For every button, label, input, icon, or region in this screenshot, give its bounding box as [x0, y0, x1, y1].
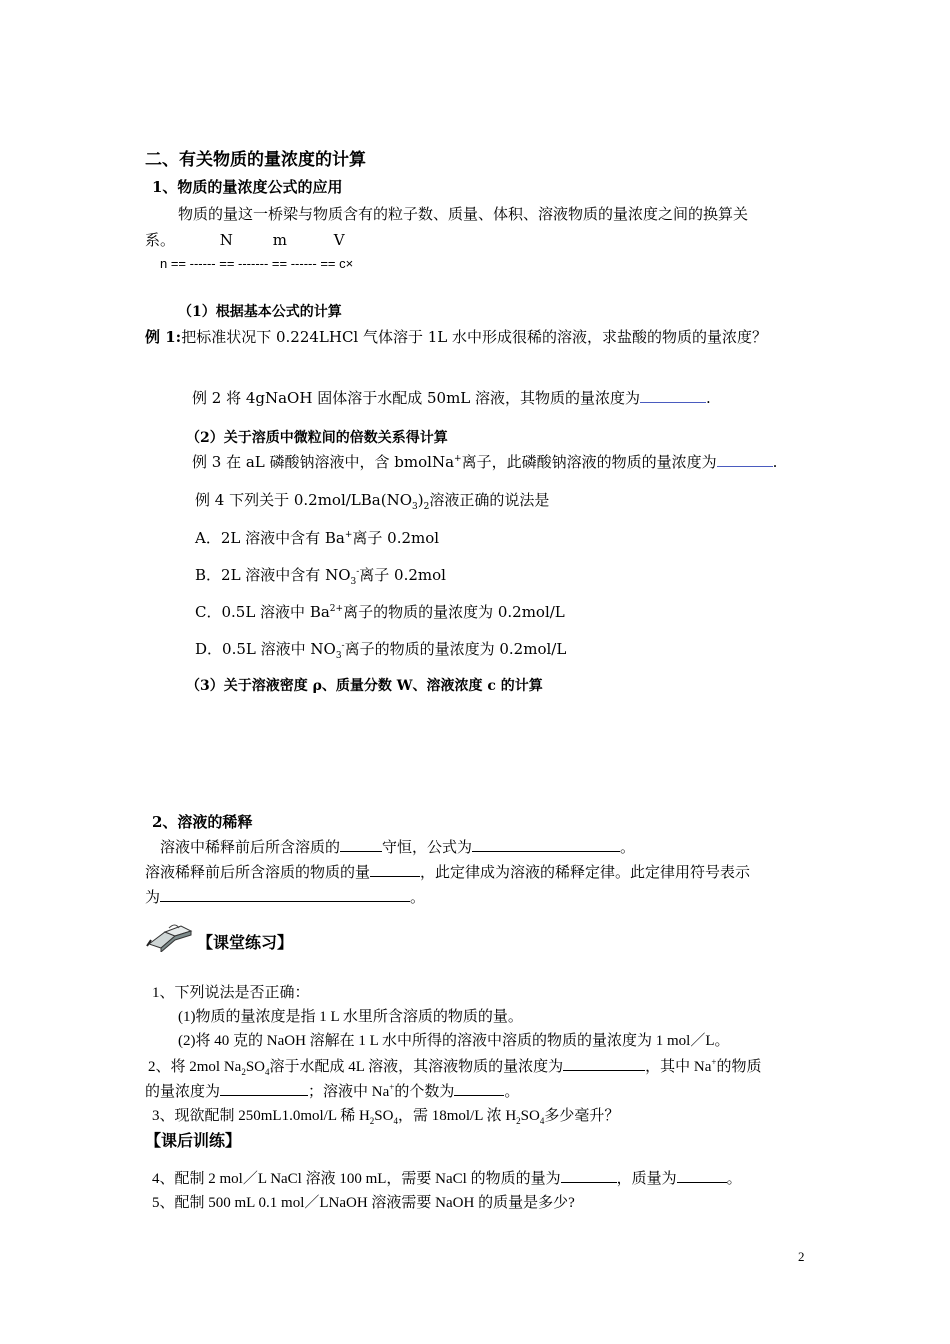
- q4-text: 。: [726, 1171, 742, 1187]
- q2-text: 。: [504, 1084, 520, 1100]
- superscript: 2+: [329, 604, 344, 614]
- option-b: [195, 565, 446, 585]
- section-title: 二、有关物质的量浓度的计算: [145, 150, 366, 170]
- dilution-text: 溶液稀释前后所含溶质的物质的量: [145, 863, 371, 881]
- dilution-text: 。: [410, 888, 426, 906]
- answer-blank[interactable]: [563, 1056, 645, 1071]
- symbol-m: m: [272, 231, 287, 249]
- superscript: +: [344, 530, 353, 540]
- question-2: [148, 1056, 761, 1077]
- q2-text: 溶于水配成 4L 溶液，其溶液物质的量浓度为: [269, 1059, 564, 1075]
- answer-blank[interactable]: [340, 837, 382, 852]
- symbol-n: N: [219, 231, 233, 249]
- page-number: 2: [798, 1249, 805, 1264]
- symbol-v: V: [333, 231, 345, 249]
- q3-text: 3、现欲配制 250mL1.0mol/L 稀 H: [152, 1108, 370, 1124]
- intro-line-2: [145, 230, 345, 250]
- subscript: 4: [265, 1067, 270, 1077]
- q2-text: 的个数为: [394, 1084, 455, 1100]
- dilution-title: 2、溶液的稀释: [152, 813, 253, 831]
- question-2-cont: [145, 1081, 519, 1102]
- answer-blank[interactable]: [220, 1081, 308, 1096]
- subscript: 2: [516, 1116, 521, 1126]
- subscript: 4: [539, 1116, 545, 1126]
- answer-blank[interactable]: [677, 1168, 727, 1183]
- q3-text: SO: [520, 1108, 540, 1124]
- q4-text: 4、配制 2 mol／L NaCl 溶液 100 mL，需要 NaCl 的物质的量为: [152, 1171, 561, 1187]
- option-d-text: D．0.5L 溶液中 NO: [195, 640, 336, 658]
- q2-text: ，其中 Na: [645, 1059, 712, 1075]
- q2-text: 的量浓度为: [145, 1084, 221, 1100]
- dilution-line-2: [145, 862, 750, 882]
- formula: n == ------ == ------- == ------ == c×: [160, 256, 354, 271]
- intro-line-1: 物质的量这一桥梁与物质含有的粒子数、质量、体积、溶液物质的量浓度之间的换算关: [178, 205, 749, 223]
- example-4: [195, 490, 549, 510]
- example-1-label: 例 1:: [145, 328, 182, 346]
- superscript: -: [341, 641, 345, 651]
- question-1: 1、下列说法是否正确：: [152, 985, 310, 1001]
- dilution-text: 溶液中稀释前后所含溶质的: [160, 838, 341, 856]
- subscript: 4: [393, 1116, 398, 1126]
- subscript: 2: [423, 502, 430, 512]
- option-c-text-b: 离子的物质的量浓度为 0.2mol/L: [343, 603, 565, 621]
- example-1-text: 把标准状况下 0.224LHCl 气体溶于 1L 水中形成很稀的溶液，求盐酸的物质的量浓度？: [181, 328, 768, 346]
- q4-text: ，质量为: [616, 1171, 677, 1187]
- example-3-text-a: 例 3 在 aL 磷酸钠溶液中，含 bmolNa: [192, 453, 455, 471]
- example-2: [192, 388, 711, 408]
- q2-text: ；溶液中 Na: [308, 1084, 390, 1100]
- q3-text: 多少毫升？: [544, 1108, 620, 1124]
- question-5: 5、配制 500 mL 0.1 mol／LNaOH 溶液需要 NaOH 的质量是多少?: [152, 1195, 575, 1211]
- subscript: 3: [350, 577, 357, 587]
- answer-blank[interactable]: [472, 837, 620, 852]
- part3-title: （3）关于溶液密度 ρ、质量分数 W、溶液浓度 c 的计算: [186, 678, 543, 694]
- subscript: 3: [412, 502, 418, 512]
- period: .: [706, 389, 711, 407]
- intro-end: 系。: [145, 231, 176, 249]
- answer-blank[interactable]: [160, 887, 410, 902]
- period: .: [772, 453, 778, 471]
- question-1-1: (1)物质的量浓度是指 1 L 水里所含溶质的物质的量。: [178, 1009, 523, 1025]
- q3-text: ，需 18mol/L 浓 H: [397, 1108, 517, 1124]
- answer-blank[interactable]: [640, 388, 706, 403]
- q2-text: SO: [245, 1059, 266, 1075]
- example-2-text: 例 2 将 4gNaOH 固体溶于水配成 50mL 溶液，其物质的量浓度为: [192, 389, 641, 407]
- option-d-text-b: 离子的物质的量浓度为 0.2mol/L: [344, 640, 567, 658]
- question-3: [152, 1106, 619, 1126]
- part2-title: （2）关于溶质中微粒间的倍数关系得计算: [186, 430, 448, 446]
- option-c: [195, 602, 565, 622]
- question-1-2: (2)将 40 克的 NaOH 溶解在 1 L 水中所得的溶液中溶质的物质的量浓度为 1 mol／L。: [178, 1033, 730, 1049]
- answer-blank[interactable]: [561, 1168, 617, 1183]
- answer-blank[interactable]: [454, 1081, 504, 1096]
- q2-text: 2、将 2mol Na: [148, 1059, 242, 1075]
- example-4-text-b: ): [417, 491, 424, 509]
- option-a: [195, 528, 439, 548]
- superscript: +: [389, 1082, 395, 1092]
- question-4: [152, 1168, 742, 1189]
- subsection-title: 1、物质的量浓度公式的应用: [152, 178, 343, 196]
- answer-blank[interactable]: [717, 452, 773, 467]
- superscript: +: [454, 454, 462, 464]
- dilution-line-3: [145, 887, 425, 907]
- dilution-text: ，此定律成为溶液的稀释定律。此定律用符号表示: [420, 863, 751, 881]
- practice-heading: 【课堂练习】: [197, 933, 294, 952]
- homework-heading: 【课后训练】: [145, 1131, 242, 1150]
- q3-text: SO: [374, 1108, 394, 1124]
- answer-blank[interactable]: [370, 862, 420, 877]
- example-3-text-b: 离子，此磷酸钠溶液的物质的量浓度为: [461, 453, 717, 471]
- superscript: -: [356, 567, 360, 577]
- option-b-text: B．2L 溶液中含有 NO: [195, 566, 351, 584]
- option-a-text-b: 离子 0.2mol: [352, 529, 440, 547]
- dilution-text: 为: [145, 888, 161, 906]
- q2-text: 的物质: [716, 1059, 762, 1075]
- example-4-text-a: 例 4 下列关于 0.2mol/LBa(NO: [195, 491, 413, 509]
- option-d: [195, 639, 566, 659]
- subscript: 3: [335, 651, 342, 661]
- option-a-text: A．2L 溶液中含有 Ba: [195, 529, 345, 547]
- example-4-text-c: 溶液正确的说法是: [429, 491, 550, 509]
- book-icon: [145, 922, 195, 952]
- subscript: 2: [241, 1067, 246, 1077]
- example-1: [145, 327, 767, 347]
- superscript: +: [711, 1057, 717, 1067]
- dilution-line-1: [160, 837, 635, 857]
- dilution-text: 。: [620, 838, 636, 856]
- option-c-text: C．0.5L 溶液中 Ba: [195, 603, 330, 621]
- option-b-text-b: 离子 0.2mol: [359, 566, 446, 584]
- part1-title: （1）根据基本公式的计算: [178, 304, 342, 320]
- dilution-text: 守恒，公式为: [382, 838, 473, 856]
- subscript: 2: [369, 1116, 375, 1126]
- example-3: [192, 452, 777, 472]
